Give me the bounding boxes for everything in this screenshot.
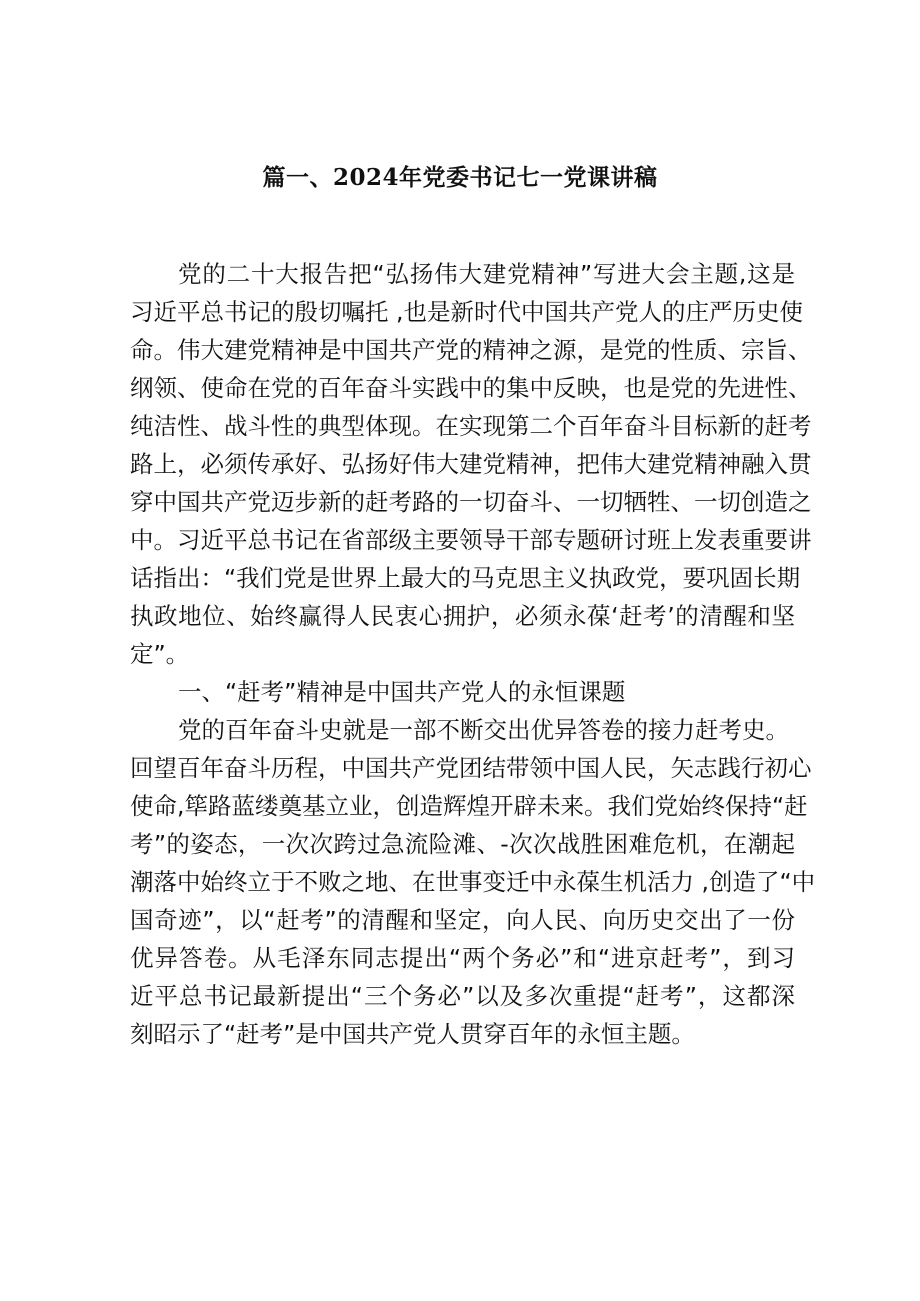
section-heading: 一、“赶考”精神是中国共产党人的永恒课题 (178, 678, 626, 706)
paragraph-line: 近平总书记最新提出“三个务必”以及多次重提“赶考”，这都深 (130, 982, 795, 1010)
paragraph-line: 执政地位、始终赢得人民衷心拥护，必须永葆‘赶考’的清醒和坚 (130, 602, 795, 630)
paragraph-line: 回望百年奋斗历程，中国共产党团结带领中国人民，矢志践行初心 (130, 754, 812, 782)
paragraph-line: 话指出：“我们党是世界上最大的马克思主义执政党，要巩固长期 (130, 564, 801, 592)
paragraph-line: 使命,筚路蓝缕奠基立业，创造辉煌开辟未来。我们党始终保持“赶 (130, 792, 808, 820)
paragraph-line: 穿中国共产党迈步新的赶考路的一切奋斗、一切牺牲、一切创造之 (130, 488, 812, 516)
paragraph-line: 潮落中始终立于不败之地、在世事变迁中永葆生机活力 ,创造了“中 (130, 868, 816, 896)
paragraph-line: 优异答卷。从毛泽东同志提出“两个务必”和“进京赶考”，到习 (130, 944, 795, 972)
paragraph-line: 党的二十大报告把“弘扬伟大建党精神”写进大会主题,这是 (178, 260, 795, 288)
paragraph-line: 刻昭示了“赶考”是中国共产党人贯穿百年的永恒主题。 (130, 1020, 695, 1048)
paragraph-line: 中。习近平总书记在省部级主要领导干部专题研讨班上发表重要讲 (130, 526, 812, 554)
paragraph-line: 国奇迹”，以“赶考”的清醒和坚定，向人民、向历史交出了一份 (130, 906, 795, 934)
paragraph-line: 纯洁性、战斗性的典型体现。在实现第二个百年奋斗目标新的赶考 (130, 412, 812, 440)
paragraph-line: 考”的姿态，一次次跨过急流险滩、-次次战胜困难危机，在潮起 (130, 830, 795, 858)
paragraph-line: 路上，必须传承好、弘扬好伟大建党精神，把伟大建党精神融入贯 (130, 450, 812, 478)
paragraph-line: 党的百年奋斗史就是一部不断交出优异答卷的接力赶考史。 (178, 716, 789, 744)
paragraph-line: 命。伟大建党精神是中国共产党的精神之源，是党的性质、宗旨、 (130, 336, 812, 364)
document-title: 篇一、2024年党委书记七一党课讲稿 (262, 164, 658, 191)
document-body (130, 255, 816, 1053)
paragraph-line: 定”。 (130, 640, 190, 668)
paragraph-line: 习近平总书记的殷切嘱托 ,也是新时代中国共产党人的庄严历史使 (130, 298, 803, 326)
paragraph-line: 纲领、使命在党的百年奋斗实践中的集中反映，也是党的先进性、 (130, 374, 812, 402)
